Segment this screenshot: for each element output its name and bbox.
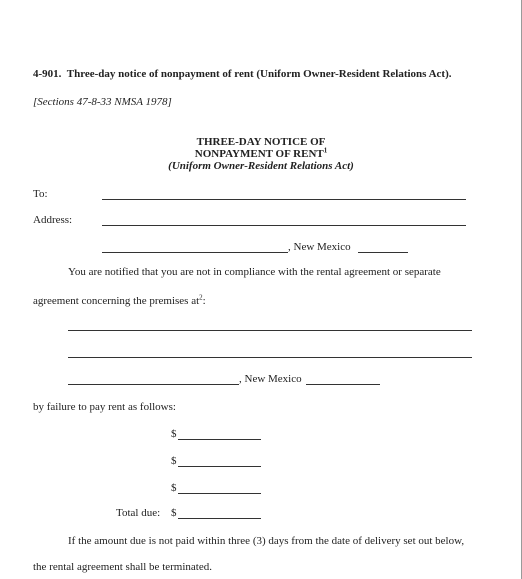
- section-citation: [Sections 47-8-33 NMSA 1978]: [33, 96, 172, 108]
- footnote-ref-2: 2: [199, 293, 203, 302]
- notice-title-line1: THREE-DAY NOTICE OF: [196, 136, 326, 148]
- notice-subtitle: (Uniform Owner-Resident Relations Act): [168, 160, 354, 172]
- premises-zip-blank-line[interactable]: [306, 384, 380, 385]
- to-label: To:: [33, 188, 48, 200]
- to-blank-line[interactable]: [102, 199, 466, 200]
- premises-text: agreement concerning the premises at: [33, 295, 200, 307]
- zip-blank-line[interactable]: [358, 252, 408, 253]
- notice-title-text: NONPAYMENT OF RENT: [194, 148, 324, 160]
- dollar-sign-total: $: [171, 507, 177, 519]
- address-label: Address:: [33, 214, 73, 226]
- address-state-text: , New Mexico: [288, 241, 351, 253]
- premises-state-text: , New Mexico: [239, 373, 302, 385]
- premises-colon: :: [202, 295, 206, 307]
- notice-paragraph-line2: [33, 295, 206, 307]
- total-due-blank-line[interactable]: [178, 518, 261, 519]
- dollar-sign-2: $: [171, 455, 177, 467]
- footnote-ref-1: 1: [323, 146, 328, 155]
- address-blank-line[interactable]: [102, 225, 466, 226]
- final-paragraph-line2: the rental agreement shall be terminated.: [33, 561, 212, 573]
- failure-text: by failure to pay rent as follows:: [33, 401, 176, 413]
- premises-blank-line-1[interactable]: [68, 330, 472, 331]
- section-title: Three-day notice of nonpayment of rent (Uniform Owner-Resident Relations Act).: [66, 68, 452, 80]
- city-blank-line[interactable]: [102, 252, 288, 253]
- dollar-sign-1: $: [171, 428, 177, 440]
- total-due-label: Total due:: [116, 507, 161, 519]
- section-heading: [33, 68, 452, 80]
- amount-blank-line-3[interactable]: [178, 493, 261, 494]
- premises-blank-line-2[interactable]: [68, 357, 472, 358]
- premises-city-blank-line[interactable]: [68, 384, 239, 385]
- section-number: 4-901.: [33, 68, 62, 80]
- final-paragraph-line1: If the amount due is not paid within three (3) days from the date of delivery set out below,: [68, 535, 465, 547]
- amount-blank-line-1[interactable]: [178, 439, 261, 440]
- amount-blank-line-2[interactable]: [178, 466, 261, 467]
- notice-paragraph-line1: You are notified that you are not in compliance with the rental agreement or separate: [68, 266, 441, 278]
- dollar-sign-3: $: [171, 482, 177, 494]
- notice-title-line2: [0, 148, 522, 160]
